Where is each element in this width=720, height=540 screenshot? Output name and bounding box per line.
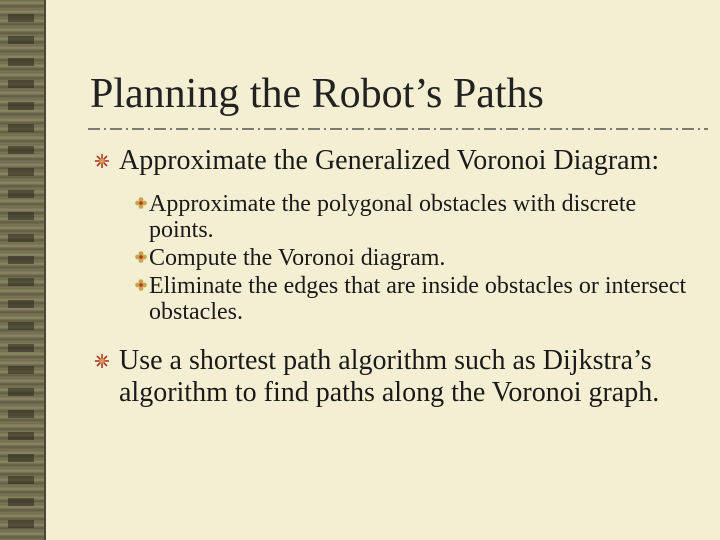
- sub-bullet-text: Eliminate the edges that are inside obstacles or intersect obstacles.: [149, 273, 687, 325]
- starburst-bullet-icon: [94, 353, 110, 369]
- sub-bullet-item: [94, 273, 694, 325]
- bullet-item: [94, 145, 694, 177]
- bullet-text: Approximate the Generalized Voronoi Diagram:: [119, 145, 660, 176]
- slide-title: Planning the Robot’s Paths: [90, 71, 544, 117]
- flower-bullet-icon: [135, 197, 147, 209]
- slide-content: [94, 145, 694, 409]
- sub-bullet-text: Compute the Voronoi diagram.: [149, 245, 446, 271]
- title-divider: [88, 124, 708, 134]
- sub-bullet-item: [94, 245, 694, 271]
- starburst-bullet-icon: [94, 153, 110, 169]
- sub-bullet-text: Approximate the polygonal obstacles with discrete points.: [149, 191, 637, 243]
- flower-bullet-icon: [135, 251, 147, 263]
- flower-bullet-icon: [135, 279, 147, 291]
- bullet-text: Use a shortest path algorithm such as Dijkstra’s algorithm to find paths along the Voronoi graph.: [119, 345, 660, 408]
- sub-bullet-item: [94, 191, 694, 243]
- binder-strip: [0, 0, 46, 540]
- bullet-item: [94, 345, 694, 409]
